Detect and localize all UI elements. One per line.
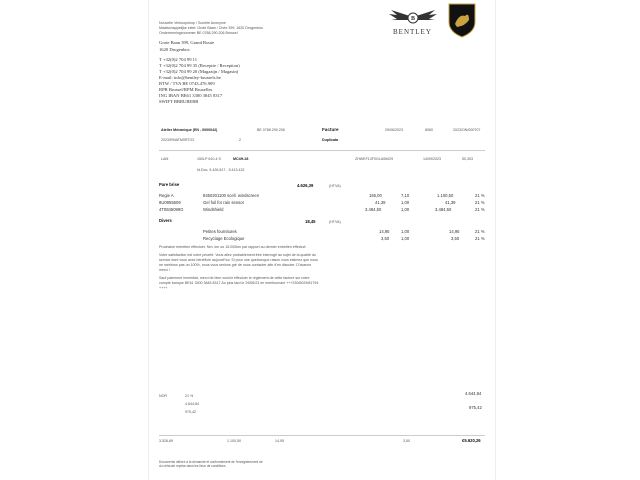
section-total: 18,45	[305, 219, 316, 224]
invoice-number: 2023/ON/000707	[453, 128, 481, 132]
vat-line: BTW / TVA BE 0743.476.909	[159, 81, 215, 86]
line-qty: 1,00	[401, 236, 410, 241]
line-desc: 8450201100 scell. windscreen	[203, 193, 260, 198]
phone-line: T +32(0)2 704 99 35 (Receptie / Reception)	[159, 63, 240, 68]
address-line: 1620 Drogenbos	[159, 47, 190, 52]
line-amount: 3,50	[451, 236, 460, 241]
line-code: 8U0955609	[159, 200, 181, 205]
note-service: Prochaine entretien effectuer. Nm. km ou 15.000km par rapport au dernier entretien effectué.	[159, 245, 307, 249]
line-desc: Recyclage Ecologique	[203, 236, 245, 241]
line-desc: Windshield	[203, 207, 224, 212]
note-satisfaction: merci !	[159, 268, 170, 272]
divider	[159, 435, 485, 436]
footer-text: Documents délivré à la demande et conformément de l'enregistrement de	[159, 460, 263, 464]
line-vat: 21 %	[475, 236, 485, 241]
address-line: Grote Baan 399, Grand Route	[159, 40, 214, 45]
section-tag: (HTVA)	[329, 184, 341, 188]
section-title: Divers	[159, 218, 172, 223]
line-amount: 41,39	[445, 200, 456, 205]
vat-code-label: NOR	[159, 394, 167, 398]
vehicle-first-reg: 14/09/2023	[423, 157, 441, 161]
bentley-wings-icon	[387, 6, 439, 28]
note-satisfaction: ne méritons pas un 100%, nous vous serions gré de nous contacter afin d'en discuter. D'avance	[159, 263, 312, 267]
phone-line: T +32(0)2 704 99 11	[159, 57, 198, 62]
invoice-code: 8060	[425, 128, 433, 132]
swift-line: SWIFT BBRUBEBB	[159, 99, 199, 104]
line-desc: Petites fournitures	[203, 229, 237, 234]
line-vat: 21 %	[475, 193, 485, 198]
vehicle-note: Id.Doc. 5.426.817 - 5.413.432	[197, 168, 245, 172]
line-price: 155,00	[369, 193, 382, 198]
invoice-page	[148, 0, 496, 480]
invoice-ref-code: 2	[239, 138, 241, 142]
total-base: 4.644,84	[465, 391, 482, 396]
note-payment: ++++	[159, 286, 168, 290]
vehicle-plate: MC4H-28	[233, 157, 249, 161]
line-price: 3,50	[381, 236, 390, 241]
divider	[159, 150, 485, 151]
note-satisfaction: service dont vous avez bénéficié aujourd'hui. Si pour une quelconque raison vous estimez que nous	[159, 258, 318, 262]
grand-total: €5.620,26	[462, 438, 481, 443]
note-payment: compte banque BE61 3300 3845 8317 Au plus tard le 29/06/23 en mentionnant +++230/6029/81794	[159, 281, 319, 285]
section-title: Pare brise	[159, 182, 180, 187]
vehicle-vin: ZHWEF13F0GLA06029	[355, 157, 394, 161]
bentley-logo	[387, 6, 439, 38]
vehicle-model: 150LP 610-4 S	[197, 157, 221, 161]
vehicle-km: 50,303	[462, 157, 473, 161]
iban-line: ING IBAN BE61 3300 3845 8317	[159, 93, 223, 98]
email-line: E-mail: info@bentley-brussels.be	[159, 75, 221, 80]
lamborghini-logo	[447, 2, 477, 38]
footer-value: 3.526,89	[159, 439, 173, 443]
line-qty: 1,00	[401, 200, 410, 205]
line-amount: 3.484,50	[435, 207, 452, 212]
line-code: Regie A	[159, 193, 174, 198]
bentley-wordmark: BENTLEY	[393, 28, 432, 36]
note-payment: Sauf paiement immédiat, merci de bien vouloir effectuer le règlement de cette facture sur notre	[159, 276, 310, 280]
vat-rate: 21 %	[185, 394, 194, 398]
total-vat: 975,42	[469, 405, 482, 410]
invoice-date: 29/06/2023	[385, 128, 403, 132]
svg-text:B: B	[410, 16, 416, 22]
footer-text: du véhicule reprise dans les lieux de conditions	[159, 464, 226, 468]
line-price: 41,39	[375, 200, 386, 205]
line-qty: 7,10	[401, 193, 410, 198]
section-total: 4.626,39	[297, 183, 314, 188]
duplicate-label: Duplicata	[322, 138, 339, 142]
line-price: 14,95	[379, 229, 390, 234]
line-amount: 14,95	[449, 229, 460, 234]
vat-number: BE 0788.290.206	[257, 128, 285, 132]
vehicle-make: LAM	[161, 157, 169, 161]
note-satisfaction: Votre satisfaction est notre priorité. Vous allez probablement être interrogé au sujet de la qualité du	[159, 253, 317, 257]
footer-value: 1.100,50	[227, 439, 241, 443]
vat-amount: 975,42	[185, 410, 196, 414]
phone-line: T +32(0)2 704 99 20 (Magazijn / Magasin)	[159, 69, 239, 74]
company-line: Maatschappelijke zetel: Grote Baan / Chée 399, 1620 Drogenbos	[159, 26, 263, 30]
line-vat: 21 %	[475, 200, 485, 205]
invoice-type: Facture	[322, 127, 339, 132]
line-qty: 1,00	[401, 229, 410, 234]
line-qty: 1,00	[401, 207, 410, 212]
lamborghini-shield-icon	[447, 2, 477, 38]
line-desc: Gel foil for rain sensor	[203, 200, 244, 205]
line-amount: 1.100,50	[437, 193, 454, 198]
line-vat: 21 %	[475, 207, 485, 212]
line-code: 4T0845099G	[159, 207, 184, 212]
section-tag: (HTVA)	[329, 220, 341, 224]
line-vat: 21 %	[475, 229, 485, 234]
footer-value: 3,50	[403, 439, 410, 443]
line-price: 3.484,50	[365, 207, 382, 212]
atelier-label: Atelier Mécanique (EN - 0000042)	[161, 128, 218, 132]
vat-base: 4.644,84	[185, 402, 199, 406]
company-line: Ondernemingsnummer BE 0788.290.206 Brussel	[159, 31, 238, 35]
company-line: Nouvelle Verkoopshop / Société Anonyme	[159, 21, 226, 25]
rpr-line: RPR Brussel/RPM Bruxelles	[159, 87, 213, 92]
footer-value: 14,95	[275, 439, 284, 443]
invoice-ref: 2023/RMATM0RTO2	[161, 138, 195, 142]
